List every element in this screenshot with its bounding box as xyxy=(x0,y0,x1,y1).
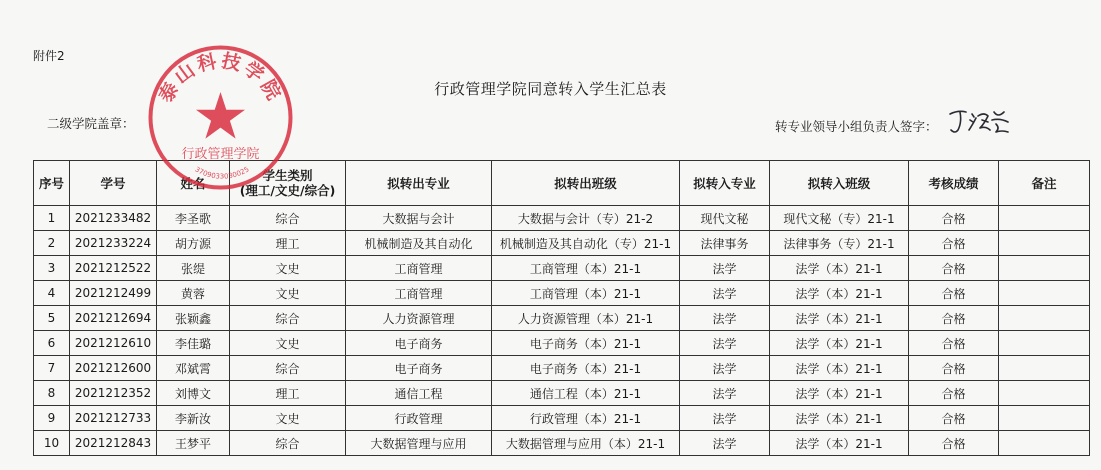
header-to-class: 拟转入班级 xyxy=(770,161,909,206)
table-row xyxy=(34,406,1090,431)
cell-from-class: 大数据管理与应用（本）21-1 xyxy=(492,431,680,456)
college-seal-label: 二级学院盖章： xyxy=(47,116,135,131)
handwritten-signature xyxy=(946,104,1016,138)
document-title: 行政管理学院同意转入学生汇总表 xyxy=(434,80,667,98)
cell-from-major: 工商管理 xyxy=(346,256,492,281)
cell-from-major: 工商管理 xyxy=(346,281,492,306)
header-from-class: 拟转出班级 xyxy=(492,161,680,206)
cell-from-class: 行政管理（本）21-1 xyxy=(492,406,680,431)
cell-student-id: 2021212843 xyxy=(70,431,157,456)
cell-category: 理工 xyxy=(230,381,346,406)
cell-index: 7 xyxy=(34,356,70,381)
cell-remark xyxy=(999,306,1090,331)
cell-result: 合格 xyxy=(909,256,999,281)
cell-from-major: 行政管理 xyxy=(346,406,492,431)
cell-remark xyxy=(999,331,1090,356)
cell-index: 6 xyxy=(34,331,70,356)
cell-name: 刘博文 xyxy=(157,381,230,406)
cell-from-major: 人力资源管理 xyxy=(346,306,492,331)
cell-index: 2 xyxy=(34,231,70,256)
table-row xyxy=(34,381,1090,406)
cell-index: 5 xyxy=(34,306,70,331)
cell-index: 9 xyxy=(34,406,70,431)
cell-name: 李圣歌 xyxy=(157,206,230,231)
header-name: 姓名 xyxy=(157,161,230,206)
cell-from-major: 电子商务 xyxy=(346,356,492,381)
cell-remark xyxy=(999,431,1090,456)
header-remark: 备注 xyxy=(999,161,1090,206)
cell-index: 8 xyxy=(34,381,70,406)
seal-dept-text: 行政管理学院 xyxy=(181,147,260,162)
signer-label: 转专业领导小组负责人签字： xyxy=(775,119,938,134)
cell-student-id: 2021212733 xyxy=(70,406,157,431)
cell-from-major: 机械制造及其自动化 xyxy=(346,231,492,256)
cell-result: 合格 xyxy=(909,281,999,306)
cell-result: 合格 xyxy=(909,206,999,231)
cell-name: 李佳璐 xyxy=(157,331,230,356)
cell-result: 合格 xyxy=(909,356,999,381)
cell-name: 张颖鑫 xyxy=(157,306,230,331)
cell-name: 邓斌霄 xyxy=(157,356,230,381)
header-category-line1: 学生类别 xyxy=(262,168,313,183)
cell-index: 4 xyxy=(34,281,70,306)
header-result: 考核成绩 xyxy=(909,161,999,206)
cell-to-major: 法律事务 xyxy=(680,231,770,256)
cell-from-class: 电子商务（本）21-1 xyxy=(492,331,680,356)
cell-from-class: 工商管理（本）21-1 xyxy=(492,281,680,306)
cell-category: 综合 xyxy=(230,431,346,456)
seal-arc-text: 泰山科技学院 xyxy=(154,49,287,107)
cell-name: 张缇 xyxy=(157,256,230,281)
cell-to-major: 法学 xyxy=(680,306,770,331)
cell-to-major: 法学 xyxy=(680,331,770,356)
table-header-row xyxy=(34,161,1090,206)
cell-student-id: 2021212499 xyxy=(70,281,157,306)
student-transfer-table xyxy=(33,160,1090,456)
cell-from-class: 大数据与会计（专）21-2 xyxy=(492,206,680,231)
table-row xyxy=(34,206,1090,231)
header-student-id: 学号 xyxy=(70,161,157,206)
table-row xyxy=(34,281,1090,306)
cell-category: 文史 xyxy=(230,406,346,431)
cell-index: 3 xyxy=(34,256,70,281)
table-row xyxy=(34,256,1090,281)
cell-to-class: 法学（本）21-1 xyxy=(770,306,909,331)
cell-remark xyxy=(999,381,1090,406)
cell-to-major: 法学 xyxy=(680,381,770,406)
cell-from-class: 电子商务（本）21-1 xyxy=(492,356,680,381)
cell-remark xyxy=(999,231,1090,256)
cell-to-class: 法学（本）21-1 xyxy=(770,431,909,456)
cell-student-id: 2021212694 xyxy=(70,306,157,331)
table-row xyxy=(34,231,1090,256)
cell-category: 综合 xyxy=(230,356,346,381)
cell-category: 文史 xyxy=(230,256,346,281)
header-to-major: 拟转入专业 xyxy=(680,161,770,206)
cell-to-major: 法学 xyxy=(680,356,770,381)
cell-student-id: 2021212600 xyxy=(70,356,157,381)
table-row xyxy=(34,431,1090,456)
cell-to-major: 法学 xyxy=(680,281,770,306)
cell-to-major: 法学 xyxy=(680,431,770,456)
seal-number: 3709033030025 xyxy=(193,165,251,181)
table-row xyxy=(34,331,1090,356)
cell-from-major: 大数据与会计 xyxy=(346,206,492,231)
cell-index: 10 xyxy=(34,431,70,456)
cell-result: 合格 xyxy=(909,331,999,356)
table-row xyxy=(34,306,1090,331)
cell-result: 合格 xyxy=(909,381,999,406)
cell-remark xyxy=(999,281,1090,306)
cell-student-id: 2021233224 xyxy=(70,231,157,256)
cell-to-class: 现代文秘（专）21-1 xyxy=(770,206,909,231)
cell-to-class: 法律事务（专）21-1 xyxy=(770,231,909,256)
cell-result: 合格 xyxy=(909,306,999,331)
cell-name: 李新汝 xyxy=(157,406,230,431)
cell-from-class: 通信工程（本）21-1 xyxy=(492,381,680,406)
cell-result: 合格 xyxy=(909,406,999,431)
cell-result: 合格 xyxy=(909,231,999,256)
attachment-label: 附件2 xyxy=(33,49,65,63)
cell-name: 王梦平 xyxy=(157,431,230,456)
cell-name: 黄蓉 xyxy=(157,281,230,306)
header-from-major: 拟转出专业 xyxy=(346,161,492,206)
cell-student-id: 2021212352 xyxy=(70,381,157,406)
cell-remark xyxy=(999,256,1090,281)
header-category-line2: (理工/文史/综合) xyxy=(239,183,336,198)
cell-student-id: 2021233482 xyxy=(70,206,157,231)
cell-from-class: 机械制造及其自动化（专）21-1 xyxy=(492,231,680,256)
cell-to-class: 法学（本）21-1 xyxy=(770,356,909,381)
header-category xyxy=(230,161,346,206)
cell-name: 胡方源 xyxy=(157,231,230,256)
cell-from-major: 大数据管理与应用 xyxy=(346,431,492,456)
cell-student-id: 2021212610 xyxy=(70,331,157,356)
header-index: 序号 xyxy=(34,161,70,206)
cell-from-major: 通信工程 xyxy=(346,381,492,406)
cell-to-class: 法学（本）21-1 xyxy=(770,406,909,431)
cell-from-class: 工商管理（本）21-1 xyxy=(492,256,680,281)
cell-index: 1 xyxy=(34,206,70,231)
cell-remark xyxy=(999,206,1090,231)
cell-category: 理工 xyxy=(230,231,346,256)
cell-to-class: 法学（本）21-1 xyxy=(770,381,909,406)
cell-to-class: 法学（本）21-1 xyxy=(770,256,909,281)
cell-from-major: 电子商务 xyxy=(346,331,492,356)
cell-category: 文史 xyxy=(230,331,346,356)
cell-category: 综合 xyxy=(230,306,346,331)
cell-to-class: 法学（本）21-1 xyxy=(770,281,909,306)
cell-to-major: 现代文秘 xyxy=(680,206,770,231)
cell-remark xyxy=(999,356,1090,381)
cell-to-major: 法学 xyxy=(680,256,770,281)
cell-category: 文史 xyxy=(230,281,346,306)
cell-category: 综合 xyxy=(230,206,346,231)
cell-result: 合格 xyxy=(909,431,999,456)
cell-to-major: 法学 xyxy=(680,406,770,431)
cell-to-class: 法学（本）21-1 xyxy=(770,331,909,356)
cell-student-id: 2021212522 xyxy=(70,256,157,281)
cell-remark xyxy=(999,406,1090,431)
table-row xyxy=(34,356,1090,381)
cell-from-class: 人力资源管理（本）21-1 xyxy=(492,306,680,331)
